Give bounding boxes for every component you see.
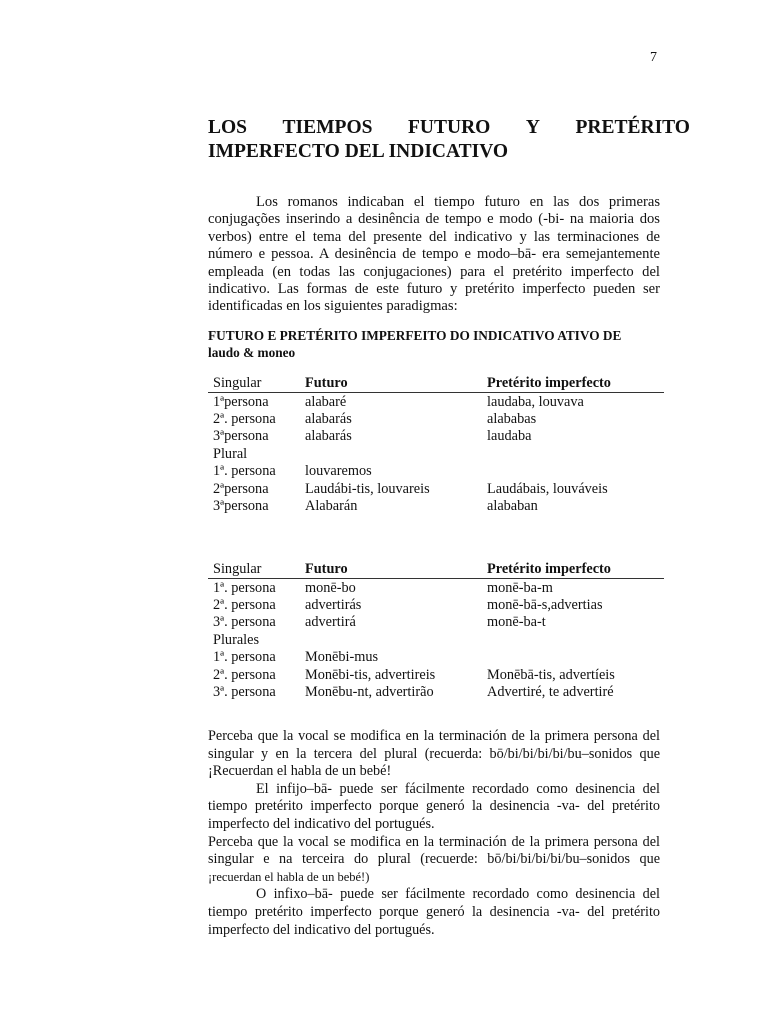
- note-paragraph: Perceba que la vocal se modifica en la terminación de la primera persona del singular y en la tercera del plural (recuerda: bō/bi/bi/bi/bi/bu–sonidos que ¡Recuerdan el habla de un bebé!: [208, 728, 660, 780]
- preterito-cell: alababas: [487, 410, 537, 427]
- notes-section: [208, 728, 660, 939]
- header-preterito: Pretérito imperfecto: [487, 375, 611, 392]
- preterito-cell: Advertiré, te advertiré: [487, 683, 614, 700]
- table-header-row: [208, 375, 664, 393]
- person-cell: 2ªpersona: [213, 480, 269, 497]
- futuro-cell: Monēbi-mus: [305, 649, 379, 666]
- note-paragraph: [208, 834, 660, 887]
- title-word: PRETÉRITO: [575, 117, 690, 138]
- futuro-cell: [300, 632, 482, 649]
- preterito-cell: [482, 632, 664, 649]
- preterito-cell: laudaba: [487, 428, 532, 445]
- futuro-cell: Monēbi-tis, advertireis: [305, 666, 436, 683]
- person-cell: Plural: [213, 445, 248, 462]
- preterito-cell: monē-ba-t: [487, 614, 546, 631]
- futuro-cell: Monēbu-nt, advertirão: [305, 683, 434, 700]
- preterito-cell: monē-bā-s,advertias: [487, 596, 603, 613]
- futuro-cell: advertirá: [305, 614, 356, 631]
- person-cell: 1ªpersona: [213, 393, 269, 410]
- section-heading: [208, 327, 660, 361]
- note-text: Perceba que la vocal se modifica en la terminación de la primera persona del singular e na terceira do plural (recuerde: bō/bi/bi/bi/bi/bu–sonidos que: [208, 833, 660, 868]
- preterito-cell: [482, 446, 664, 463]
- futuro-cell: Laudábi-tis, louvareis: [305, 480, 430, 497]
- title-line-2: IMPERFECTO DEL INDICATIVO: [208, 141, 509, 162]
- table-row: [208, 498, 664, 515]
- table-row: [208, 684, 664, 701]
- title-line-1: [208, 116, 690, 140]
- preterito-cell: [482, 463, 664, 480]
- preterito-cell: laudaba, louvava: [487, 393, 584, 410]
- person-cell: 3ªpersona: [213, 497, 269, 514]
- person-cell: 3ªpersona: [213, 428, 269, 445]
- preterito-cell: monē-ba-m: [487, 579, 553, 596]
- title-word: TIEMPOS: [282, 117, 373, 138]
- person-cell: Plurales: [213, 631, 260, 648]
- table-row: [208, 614, 664, 631]
- table-row: [208, 480, 664, 497]
- table-row: [208, 411, 664, 428]
- person-cell: 3ª. persona: [213, 614, 276, 631]
- note-text-small: ¡recuerdan el habla de un bebé!): [208, 869, 370, 884]
- futuro-cell: alabarás: [305, 410, 352, 427]
- futuro-cell: [300, 446, 482, 463]
- person-cell: 1ª. persona: [213, 649, 276, 666]
- title-word: LOS: [208, 117, 248, 138]
- futuro-cell: advertirás: [305, 596, 362, 613]
- table-row: [208, 579, 664, 597]
- note-paragraph: El infijo–bā- puede ser fácilmente recordado como desinencia del tiempo pretérito imperfecto porque generó la desinencia -va- del pretérito imperfecto del indicativo del portugués.: [208, 780, 660, 832]
- table-row: [208, 632, 664, 649]
- header-futuro: Futuro: [305, 375, 348, 392]
- person-cell: 2ª. persona: [213, 410, 276, 427]
- futuro-cell: Alabarán: [305, 497, 358, 514]
- futuro-cell: alabaré: [305, 393, 347, 410]
- header-preterito: Pretérito imperfecto: [487, 561, 611, 578]
- title-word: FUTURO: [408, 117, 491, 138]
- table-row: [208, 649, 664, 666]
- preterito-cell: Monēbā-tis, advertíeis: [487, 666, 615, 683]
- laudo-conjugation-table: [208, 375, 664, 515]
- page-title: [208, 116, 690, 164]
- page-number: 7: [650, 50, 657, 65]
- preterito-cell: Laudábais, louváveis: [487, 480, 608, 497]
- futuro-cell: alabarás: [305, 428, 352, 445]
- intro-paragraph: Los romanos indicaban el tiempo futuro en las dos primeras conjugações inserindo a desinência de tempo e modo (-bi- na maioria dos verbos) entre el tema del presente del indicativo y las terminaciones de número e pessoa. A desinência de tempo e modo–bā- era semejantemente empleada (en todas las conjugaciones) para el pretérito imperfecto del indicativo. Las formas de este futuro y pretérito imperfecto pueden ser identificadas en los siguientes paradigmas:: [208, 194, 660, 315]
- preterito-cell: [482, 649, 664, 666]
- person-cell: 2ª. persona: [213, 596, 276, 613]
- person-cell: 3ª. persona: [213, 683, 276, 700]
- futuro-cell: louvaremos: [305, 463, 372, 480]
- table-header-row: [208, 561, 664, 579]
- person-cell: 1ª. persona: [213, 579, 276, 596]
- section-heading-line-2: laudo & moneo: [208, 345, 296, 360]
- table-row: [208, 666, 664, 683]
- table-row: [208, 428, 664, 445]
- note-paragraph: O infixo–bā- puede ser fácilmente recordado como desinencia del tiempo pretérito imperfecto porque generó la desinencia -va- del pretérito imperfecto del indicativo del portugués.: [208, 886, 660, 938]
- table-row: [208, 597, 664, 614]
- moneo-conjugation-table: [208, 561, 664, 701]
- futuro-cell: monē-bo: [305, 579, 356, 596]
- header-futuro: Futuro: [305, 561, 348, 578]
- header-singular: Singular: [213, 375, 262, 392]
- person-cell: 2ª. persona: [213, 666, 276, 683]
- title-word: Y: [525, 117, 540, 138]
- table-row: [208, 393, 664, 411]
- header-singular: Singular: [213, 561, 262, 578]
- section-heading-line-1: FUTURO E PRETÉRITO IMPERFEITO DO INDICATIVO ATIVO DE: [208, 328, 622, 343]
- table-row: [208, 446, 664, 463]
- preterito-cell: alababan: [487, 497, 538, 514]
- table-row: [208, 463, 664, 480]
- person-cell: 1ª. persona: [213, 463, 276, 480]
